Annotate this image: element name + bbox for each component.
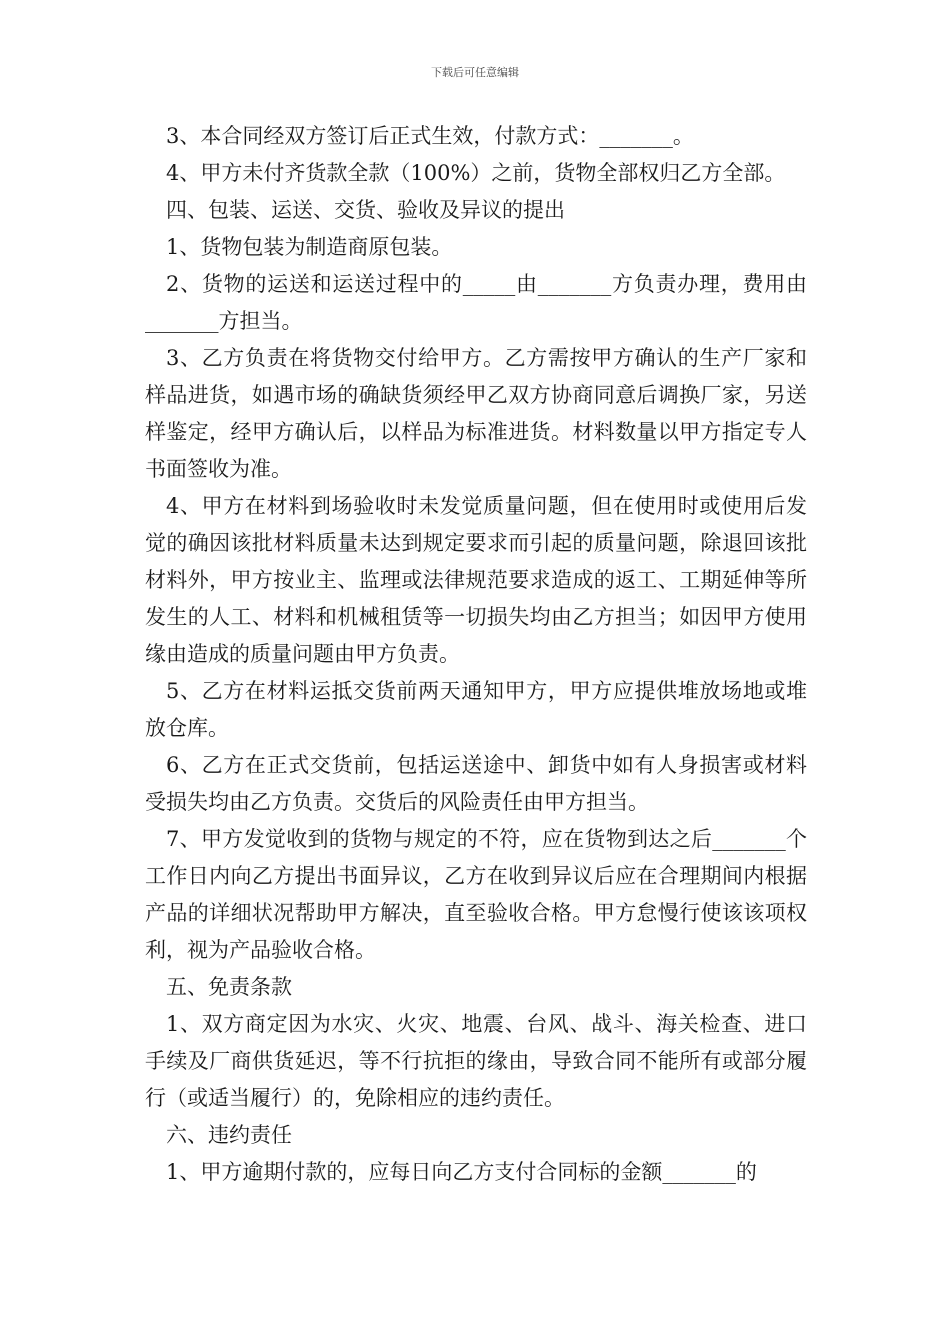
transport-clause-2: 2、货物的运送和运送过程中的_____由_______方负责办理，费用由_______方担当。 — [145, 272, 807, 333]
objection-clause-7: 7、甲方发觉收到的货物与规定的不符，应在货物到达之后_______个工作日内向乙方提出书面异议，乙方在收到异议后应在合理期间内根据产品的详细状况帮助甲方解决，直至验收合格。甲方怠慢行使该该项权利，视为产品验收合格。 — [145, 827, 807, 962]
section-5-heading: 五、免责条款 — [166, 975, 292, 999]
delivery-clause-3: 3、乙方负责在将货物交付给甲方。乙方需按甲方确认的生产厂家和样品进货，如遇市场的确缺货须经甲乙双方协商同意后调换厂家，另送样鉴定，经甲方确认后，以样品为标准进货。材料数量以甲方指定专人书面签收为准。 — [145, 346, 807, 481]
packaging-clause-1: 1、货物包装为制造商原包装。 — [166, 235, 453, 259]
document-body — [145, 118, 807, 1191]
force-majeure-clause-1: 1、双方商定因为水灾、火灾、地震、台风、战斗、海关检查、进口手续及厂商供货延迟，等不行抗拒的缘由，导致合同不能所有或部分履行（或适当履行）的，免除相应的违约责任。 — [145, 1012, 807, 1110]
section-6-heading: 六、违约责任 — [166, 1123, 292, 1147]
notice-clause-5: 5、乙方在材料运抵交货前两天通知甲方，甲方应提供堆放场地或堆放仓库。 — [145, 679, 807, 740]
page-header: 下载后可任意编辑 — [431, 66, 519, 79]
quality-clause-4: 4、甲方在材料到场验收时未发觉质量问题，但在使用时或使用后发觉的确因该批材料质量未达到规定要求而引起的质量问题，除退回该批材料外，甲方按业主、监理或法律规范要求造成的返工、工期延伸等所发生的人工、材料和机械租赁等一切损失均由乙方担当；如因甲方使用缘由造成的质量问题由甲方负责。 — [145, 494, 807, 666]
section-4-heading: 四、包装、运送、交货、验收及异议的提出 — [166, 198, 565, 222]
risk-clause-6: 6、乙方在正式交货前，包括运送途中、卸货中如有人身损害或材料受损失均由乙方负责。交货后的风险责任由甲方担当。 — [145, 753, 807, 814]
clause-4-ownership: 4、甲方未付齐货款全款（100%）之前，货物全部权归乙方全部。 — [166, 161, 786, 185]
late-payment-clause-1: 1、甲方逾期付款的，应每日向乙方支付合同标的金额_______的 — [166, 1160, 757, 1184]
clause-3-payment: 3、本合同经双方签订后正式生效，付款方式：_______。 — [166, 124, 694, 148]
